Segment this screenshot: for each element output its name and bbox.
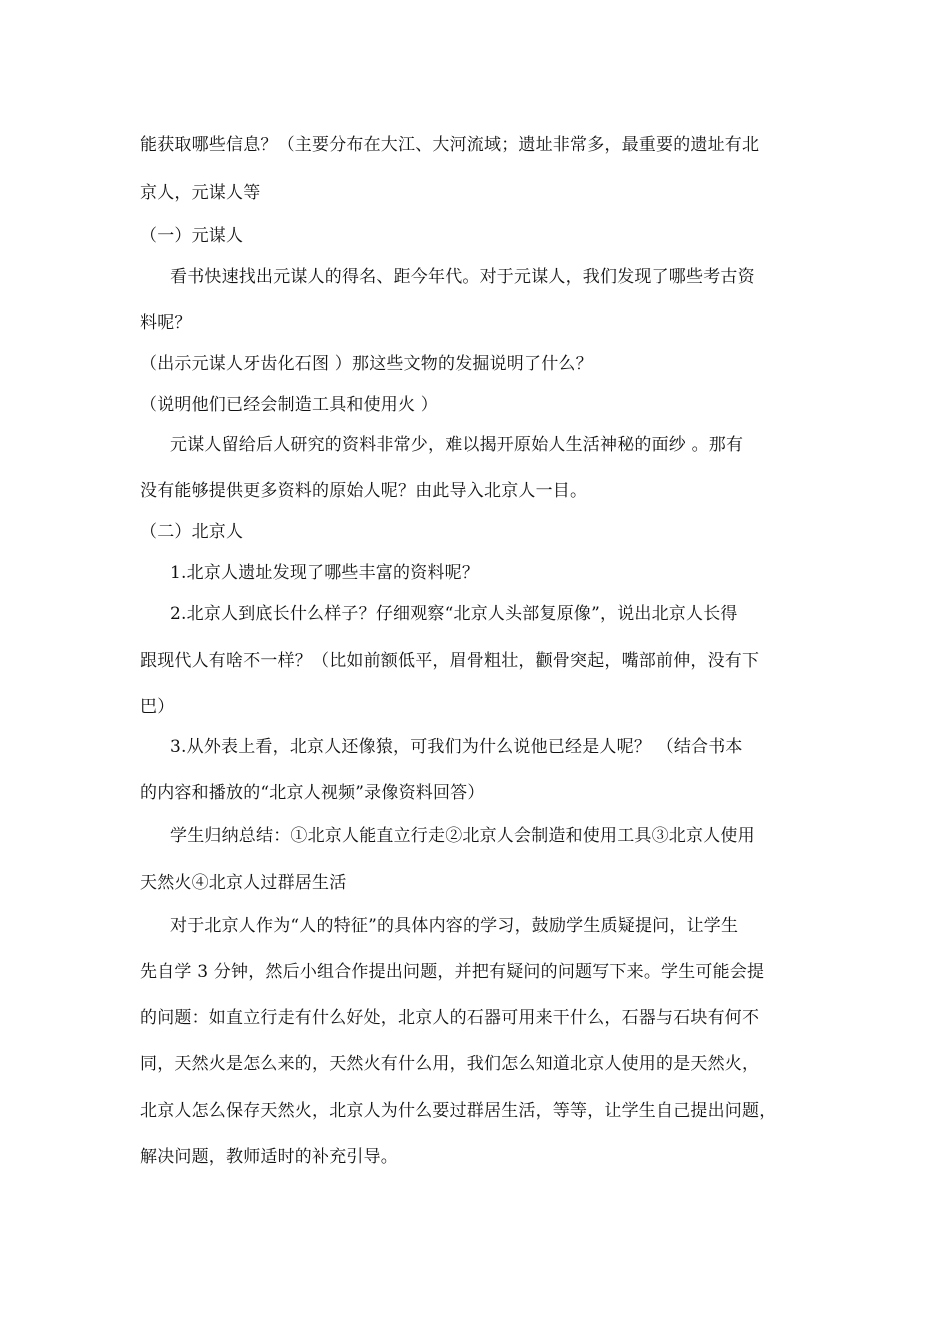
paragraph-line: 没有能够提供更多资料的原始人呢？由此导入北京人一目。 [140,481,588,501]
paragraph-line: 的内容和播放的“北京人视频”录像资料回答） [140,783,485,803]
paragraph-line: （说明他们已经会制造工具和使用火 ） [140,395,439,415]
paragraph-line: 能获取哪些信息？（主要分布在大江、大河流域；遗址非常多，最重要的遗址有北 [140,135,760,155]
paragraph-line: 1.北京人遗址发现了哪些丰富的资料呢？ [170,563,480,583]
paragraph-line: 料呢？ [140,313,192,333]
paragraph-line: 巴） [140,697,175,717]
paragraph-line: 看书快速找出元谋人的得名、距今年代。对于元谋人，我们发现了哪些考古资 [170,267,755,287]
paragraph-line: 京人，元谋人等 [140,183,261,203]
paragraph-line: 解决问题，教师适时的补充引导。 [140,1147,398,1167]
section-heading: （二）北京人 [140,522,244,542]
paragraph-line: 2.北京人到底长什么样子？仔细观察“北京人头部复原像”，说出北京人长得 [170,604,738,624]
paragraph-line: 的问题：如直立行走有什么好处，北京人的石器可用来干什么，石器与石块有何不 [140,1008,760,1028]
paragraph-line: 天然火④北京人过群居生活 [140,873,347,893]
section-heading: （一）元谋人 [140,226,244,246]
paragraph-line: 同，天然火是怎么来的，天然火有什么用，我们怎么知道北京人使用的是天然火， [140,1054,760,1074]
paragraph-line: 对于北京人作为“人的特征”的具体内容的学习，鼓励学生质疑提问，让学生 [170,916,739,936]
paragraph-line: 跟现代人有啥不一样？（比如前额低平，眉骨粗壮，颧骨突起，嘴部前伸，没有下 [140,651,760,671]
paragraph-line: （出示元谋人牙齿化石图 ）那这些文物的发掘说明了什么？ [140,354,593,374]
paragraph-line: 3.从外表上看，北京人还像猿，可我们为什么说他已经是人呢？ （结合书本 [170,737,743,757]
paragraph-line: 北京人怎么保存天然火，北京人为什么要过群居生活，等等，让学生自己提出问题， [140,1101,777,1121]
paragraph-line: 学生归纳总结：①北京人能直立行走②北京人会制造和使用工具③北京人使用 [170,826,755,846]
paragraph-line: 元谋人留给后人研究的资料非常少，难以揭开原始人生活神秘的面纱 。那有 [170,435,744,455]
paragraph-line: 先自学 3 分钟，然后小组合作提出问题，并把有疑问的问题写下来。学生可能会提 [140,962,765,982]
